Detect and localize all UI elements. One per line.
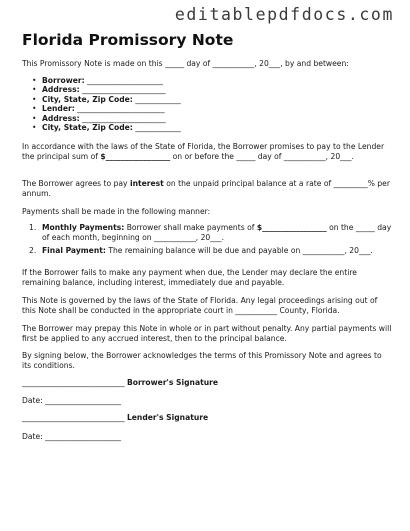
lender-blank[interactable]: _______________________: [74, 104, 165, 114]
lender-address-field: [30, 114, 181, 123]
monthly-payment-text-post: on the _____ day of each month, beginning on ___________, 20___.: [42, 223, 392, 242]
final-payment-item: [22, 246, 392, 256]
lender-city-blank[interactable]: ____________: [132, 122, 181, 132]
borrower-address-label: Address:: [42, 85, 80, 95]
lender-city-label: City, State, Zip Code:: [42, 122, 133, 132]
monthly-payment-text-pre: Borrower shall make payments of: [124, 223, 257, 232]
interest-text-post: on the unpaid principal balance at a rate of _________% per annum.: [22, 179, 390, 198]
lender-address-blank[interactable]: ______________________: [79, 113, 166, 123]
borrower-signature-row: [22, 378, 218, 388]
item-number: 1.: [29, 223, 37, 232]
lender-label: Lender:: [42, 104, 75, 114]
monthly-payment-label: Monthly Payments:: [42, 223, 125, 232]
lender-city-field: [30, 123, 181, 132]
party-list: [30, 76, 181, 132]
monthly-payment-amount-blank[interactable]: $_________________: [256, 223, 327, 232]
borrower-signature-label: Borrower's Signature: [126, 378, 219, 387]
principal-paragraph: [22, 142, 392, 162]
interest-text-pre: The Borrower agrees to pay: [22, 179, 130, 188]
lender-signature-line[interactable]: ___________________________: [22, 413, 127, 422]
borrower-city-blank[interactable]: ____________: [132, 94, 181, 104]
borrower-city-label: City, State, Zip Code:: [42, 94, 133, 104]
default-clause: If the Borrower fails to make any payment when due, the Lender may declare the entire remaining balance, including interest, immediately due and payable.: [22, 268, 357, 287]
interest-paragraph: [22, 179, 392, 199]
item-number: 2.: [29, 246, 37, 255]
borrower-blank[interactable]: ____________________: [84, 76, 164, 85]
lender-address-label: Address:: [42, 113, 80, 123]
acknowledgment-paragraph: By signing below, the Borrower acknowledges the terms of this Promissory Note and agrees to its conditions.: [22, 351, 382, 370]
final-payment-text: The remaining balance will be due and payable on ___________, 20___.: [105, 246, 373, 255]
interest-keyword: interest: [129, 179, 164, 188]
principal-amount-blank[interactable]: $_________________: [100, 152, 171, 161]
lender-signature-row: [22, 413, 208, 423]
governing-law-clause: This Note is governed by the laws of the State of Florida. Any legal proceedings arising out of this Note shall be conducted in the appropriate court in ___________ County, Florida.: [22, 296, 378, 315]
intro-paragraph: This Promissory Note is made on this _____ day of ___________, 20___, by and between:: [22, 59, 349, 68]
borrower-address-blank[interactable]: ______________________: [79, 85, 166, 95]
document-title: Florida Promissory Note: [22, 31, 234, 49]
lender-date-label: Date:: [22, 432, 46, 441]
payments-intro: Payments shall be made in the following manner:: [22, 207, 211, 216]
borrower-signature-line[interactable]: ___________________________: [22, 378, 127, 387]
monthly-payment-item: [22, 223, 392, 243]
final-payment-label: Final Payment:: [42, 246, 106, 255]
watermark: editablepdfdocs.com: [174, 5, 394, 24]
lender-date-blank[interactable]: ____________________: [45, 432, 122, 441]
payment-list: [22, 223, 392, 259]
lender-field: [30, 104, 181, 113]
lender-signature-label: Lender's Signature: [126, 413, 209, 422]
prepayment-clause: The Borrower may prepay this Note in whole or in part without penalty. Any partial payments will first be applied to any accrued interest, then to the principal balance.: [22, 324, 392, 343]
borrower-city-field: [30, 95, 181, 104]
borrower-date-blank[interactable]: ____________________: [45, 396, 122, 405]
borrower-field: [30, 76, 181, 85]
borrower-date-label: Date:: [22, 396, 46, 405]
borrower-date-row: [22, 396, 121, 406]
principal-text-post: on or before the _____ day of ___________, 20___.: [170, 152, 354, 161]
borrower-label: Borrower:: [42, 76, 85, 85]
principal-text-pre: In accordance with the laws of the State of Florida, the Borrower promises to pay to the Lender the principal sum of: [22, 142, 385, 161]
borrower-address-field: [30, 85, 181, 94]
lender-date-row: [22, 432, 121, 442]
